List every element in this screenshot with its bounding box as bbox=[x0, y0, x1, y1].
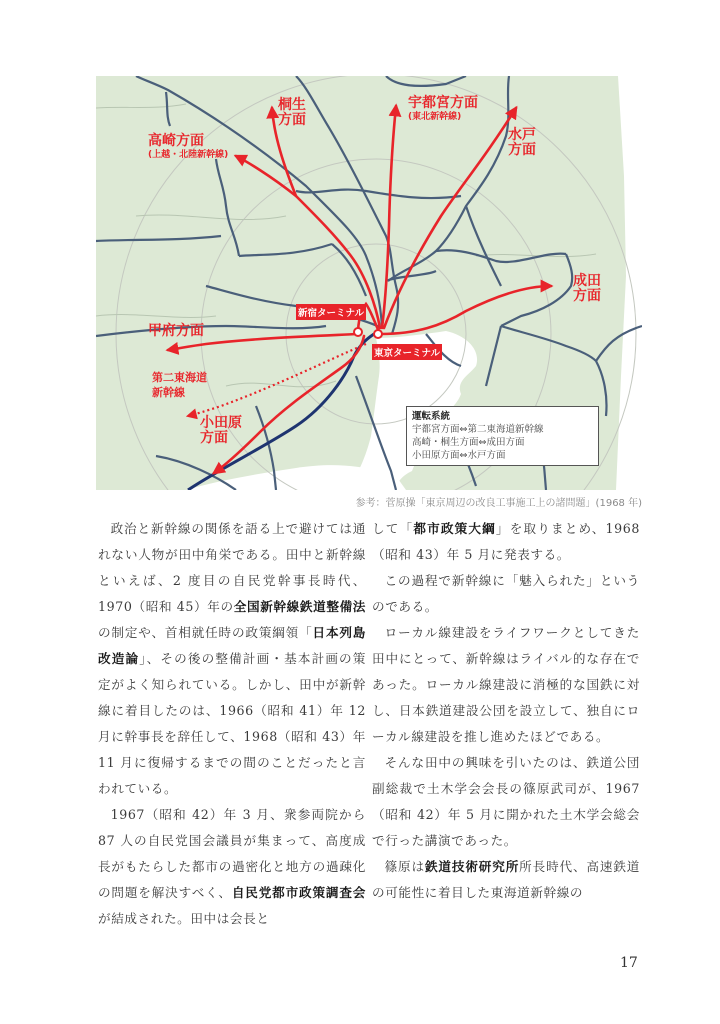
label-utsunomiya-text: 宇都宮方面 bbox=[408, 95, 478, 111]
label-narita bbox=[573, 274, 601, 303]
label-kiryu-line1: 桐生 bbox=[278, 97, 306, 113]
legend-row: 小田原方面⇔水戸方面 bbox=[412, 450, 506, 461]
body-column-right bbox=[372, 516, 640, 906]
tokyo-terminal-marker bbox=[374, 330, 382, 338]
operation-system-legend bbox=[406, 406, 599, 466]
text-run: の制定や、首相就任時の政策綱領「 bbox=[98, 625, 313, 640]
bold-term: 都市政策大綱 bbox=[413, 521, 496, 536]
label-takasaki-sub: (上越・北陸新幹線) bbox=[148, 149, 229, 160]
label-tokyo-terminal: 東京ターミナル bbox=[372, 344, 442, 360]
label-shinjuku-terminal: 新宿ターミナル bbox=[296, 304, 366, 320]
text-run: 篠原は bbox=[384, 859, 425, 874]
bold-term: 自民党都市政策調査会 bbox=[231, 885, 367, 900]
label-narita-line2: 方面 bbox=[573, 287, 601, 304]
label-kiryu-line2: 方面 bbox=[278, 111, 306, 128]
legend-row: 宇都宮方面⇔第二東海道新幹線 bbox=[412, 424, 544, 435]
label-takasaki bbox=[148, 134, 228, 160]
label-takasaki-text: 高崎方面 bbox=[148, 133, 204, 149]
bold-term: 鉄道技術研究所 bbox=[424, 859, 520, 874]
paragraph bbox=[98, 802, 366, 932]
shinjuku-terminal-marker bbox=[354, 328, 362, 336]
text-run: して「 bbox=[372, 521, 414, 536]
paragraph: そんな田中の興味を引いたのは、鉄道公団副総裁で土木学会会長の篠原武司が、1967（昭和 42）年 5 月に開かれた土木学会総会で行った講演であった。 bbox=[372, 755, 640, 848]
label-kofu-text: 甲府方面 bbox=[148, 323, 204, 339]
bold-term: 全国新幹線鉄道整備法 bbox=[233, 599, 366, 614]
label-second-tokaido bbox=[152, 371, 207, 401]
body-column-left bbox=[98, 516, 366, 932]
label-mito-line1: 水戸 bbox=[508, 127, 536, 143]
text-run: 政治と新幹線の関係を語る上で避けては通れない人物が田中角栄である。田中と新幹線といえば、2 度目の自民党幹事長時代、1970（昭和 45）年の bbox=[98, 521, 366, 614]
text-run: が結成された。田中は会長と bbox=[98, 911, 270, 926]
label-utsunomiya-sub: (東北新幹線) bbox=[408, 111, 462, 122]
route-map-figure bbox=[96, 76, 642, 490]
text-run: 」、その後の整備計画・基本計画の策定がよく知られている。しかし、田中が新幹線に着目したのは、1966（昭和 41）年 12 月に幹事長を辞任して、1968（昭和 43）年 11 月に復帰するまでの間のことだったと言われている。 bbox=[98, 651, 366, 796]
text-run: 1967（昭和 42）年 3 月、衆参両院から 87 人の自民党国会議員が集まって、高度成長がもたらした都市の過密化と地方の過疎化の問題を解決すべく、 bbox=[98, 807, 366, 900]
label-second-tokaido-line1: 第二東海道 bbox=[152, 371, 207, 384]
label-kiryu bbox=[278, 98, 306, 127]
bold-term: 日本列島改造論 bbox=[98, 625, 366, 666]
paragraph: この過程で新幹線に「魅入られた」というのである。 bbox=[372, 573, 640, 614]
label-kofu bbox=[148, 324, 204, 339]
label-odawara bbox=[200, 416, 242, 445]
label-narita-line1: 成田 bbox=[573, 273, 601, 289]
label-odawara-line1: 小田原 bbox=[200, 415, 242, 431]
legend-title: 運転系統 bbox=[412, 411, 451, 422]
paragraph: ローカル線建設をライフワークとしてきた田中にとって、新幹線はライバル的な存在であった。ローカル線建設に消極的な国鉄に対し、日本鉄道建設公団を設立して、独自にローカル線建設を推し進めたほどである。 bbox=[372, 625, 640, 744]
label-utsunomiya bbox=[408, 96, 478, 122]
figure-caption: 参考：菅原操「東京周辺の改良工事施工上の諸問題」(1968 年) bbox=[355, 498, 642, 509]
label-mito-line2: 方面 bbox=[508, 141, 536, 158]
paragraph-continued bbox=[372, 516, 640, 568]
text-run: 」を取りまとめ、1968（昭和 43）年 5 月に発表する。 bbox=[372, 521, 640, 562]
text-run: 所長時代、高速鉄道の可能性に着目した東海道新幹線の bbox=[372, 859, 640, 900]
label-mito bbox=[508, 128, 536, 157]
label-odawara-line2: 方面 bbox=[200, 429, 228, 446]
page-number: 17 bbox=[620, 955, 638, 971]
label-second-tokaido-line2: 新幹線 bbox=[152, 385, 185, 399]
paragraph bbox=[372, 854, 640, 906]
legend-row: 高崎・桐生方面⇔成田方面 bbox=[412, 437, 525, 448]
paragraph bbox=[98, 516, 366, 802]
